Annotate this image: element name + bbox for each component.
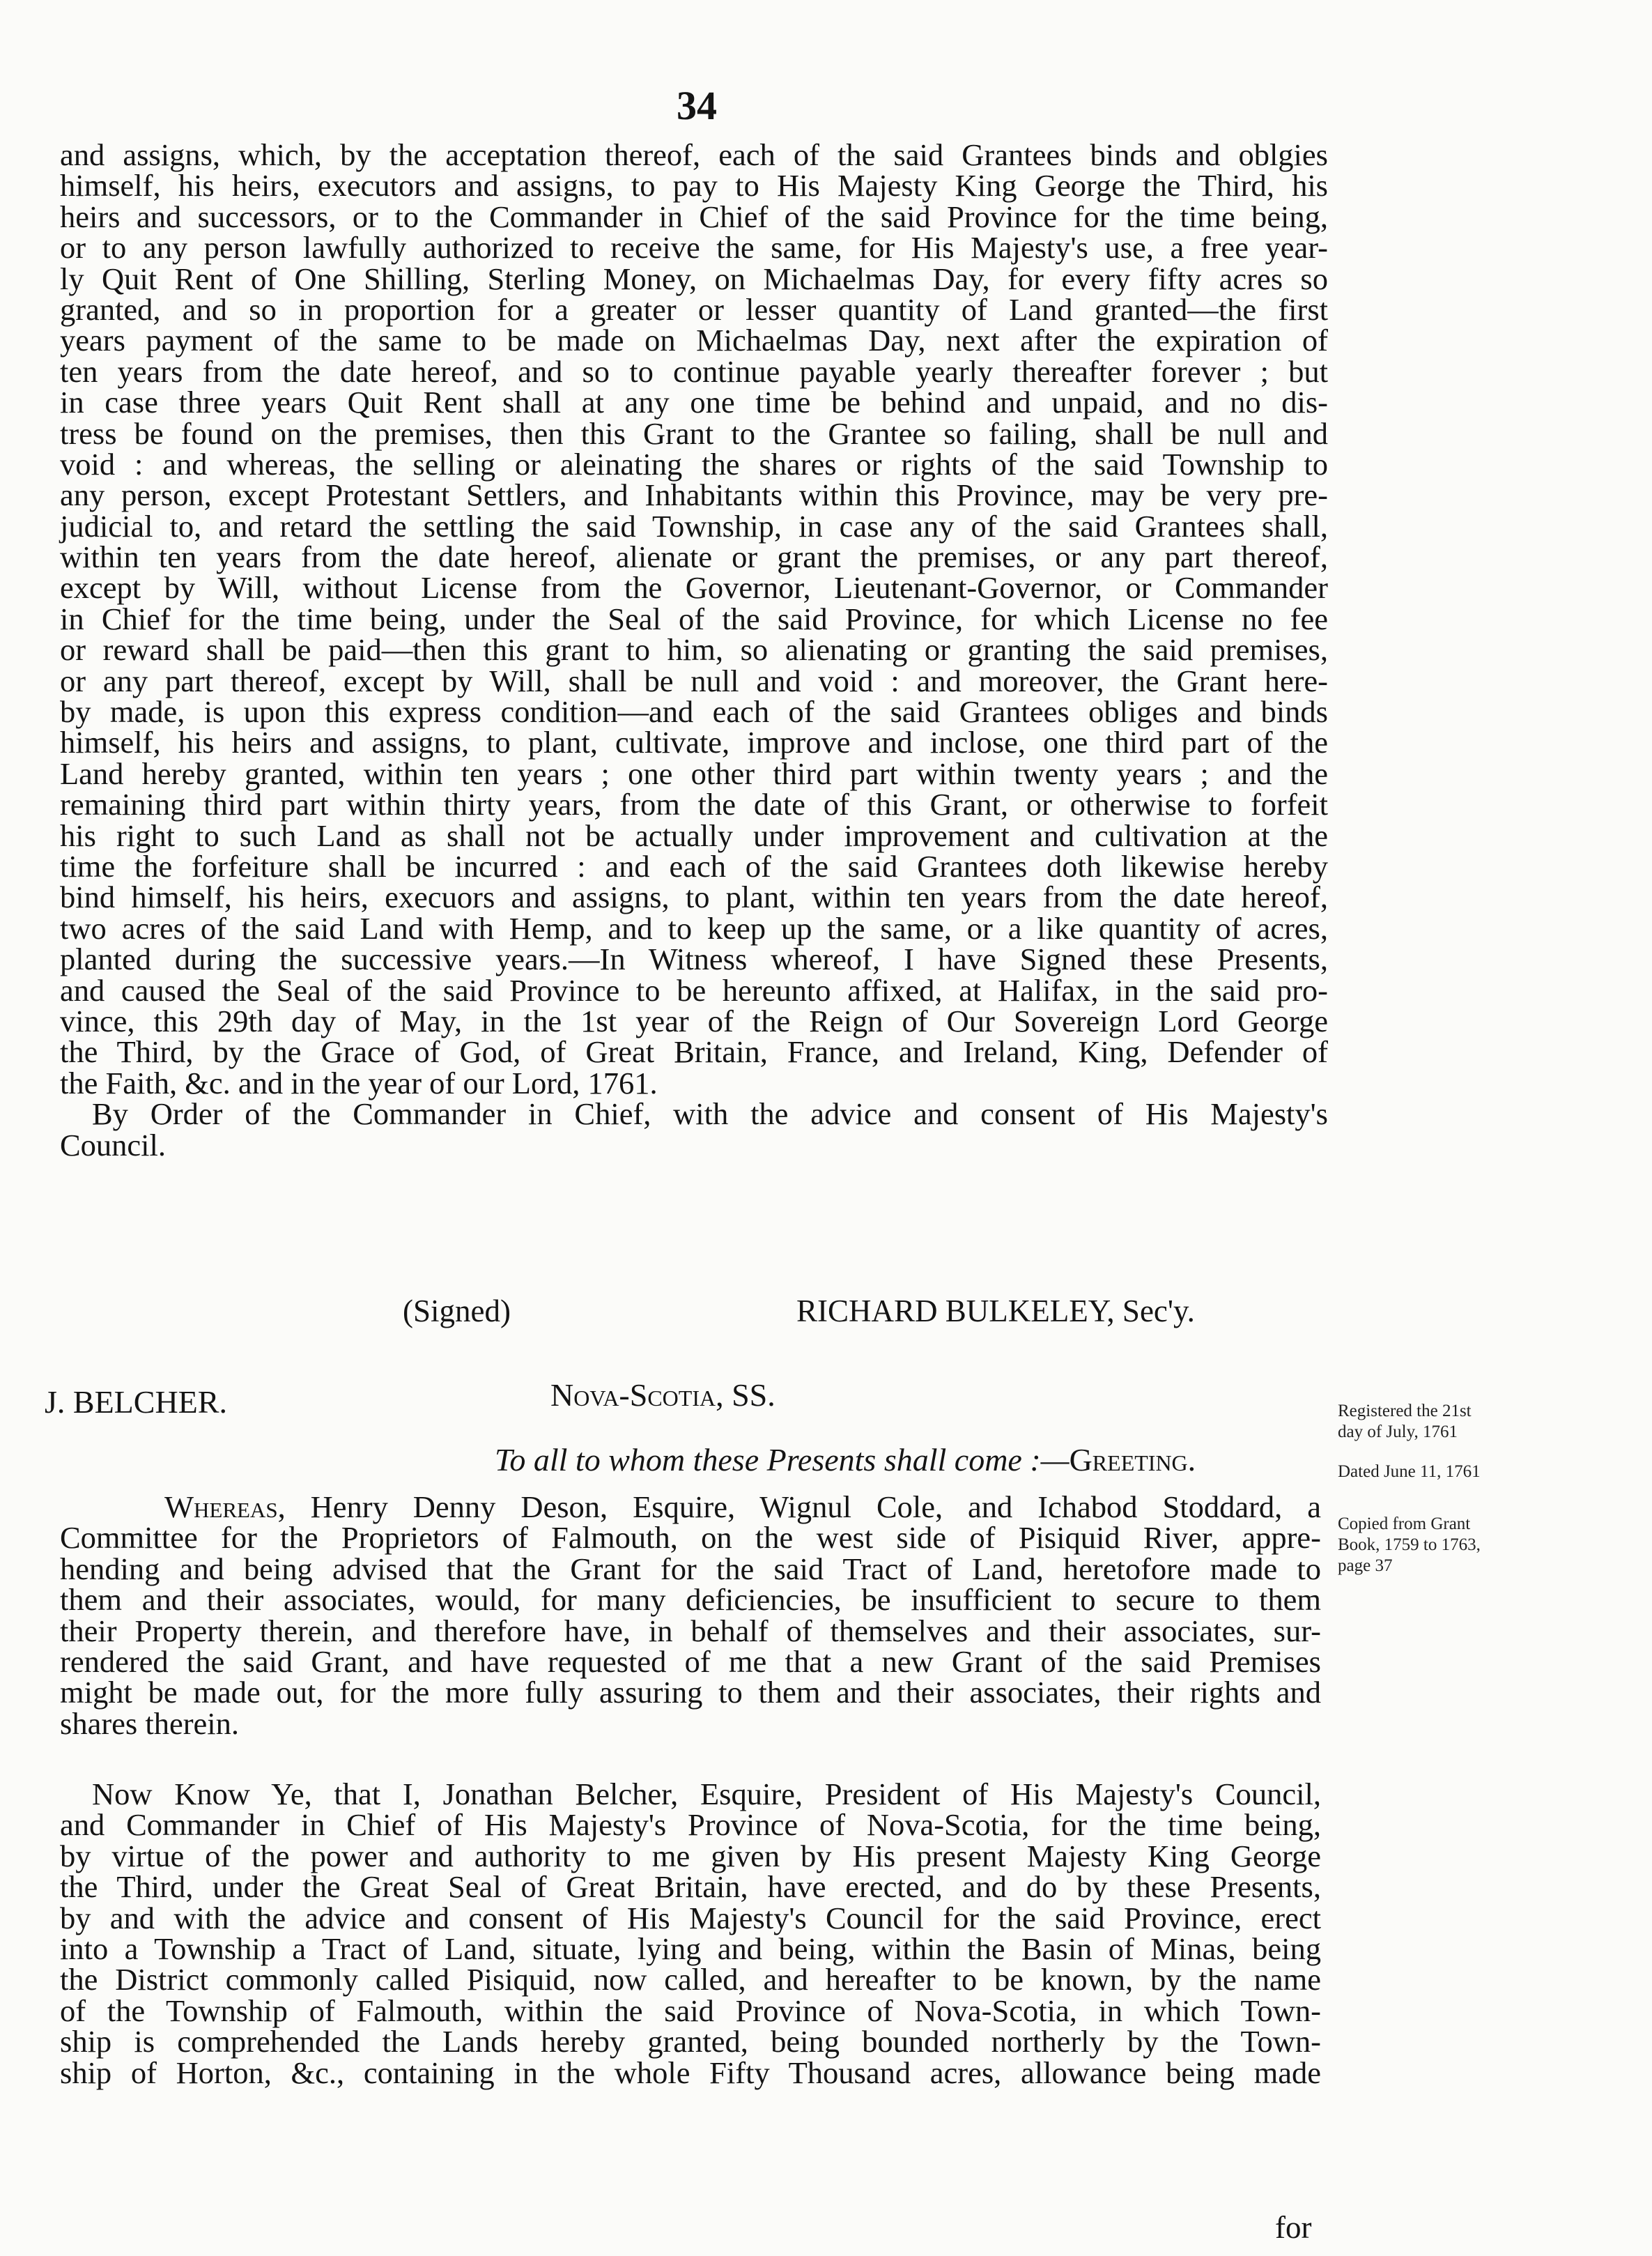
now-know-ye-paragraph: [60, 1779, 1321, 2088]
text-line: hending and being advised that the Grant for the said Tract of Land, heretofore made to: [60, 1551, 1321, 1586]
text-line: or to any person lawfully authorized to receive the same, for His Majesty's use, a free year-: [60, 230, 1328, 266]
text-line: judicial to, and retard the settling the said Township, in case any of the said Grantees shall,: [60, 508, 1328, 544]
whereas-paragraph: [60, 1491, 1321, 1739]
order-line: Council.: [60, 1127, 167, 1162]
text-line: Now Know Ye, that I, Jonathan Belcher, Esquire, President of His Majesty's Council,: [92, 1777, 1321, 1811]
text-line: and Commander in Chief of His Majesty's Province of Nova-Scotia, for the time being,: [60, 1807, 1321, 1843]
text-line: within ten years from the date hereof, alienate or grant the premises, or any part thereof,: [60, 539, 1328, 575]
note-line: Registered the 21st: [1338, 1402, 1472, 1420]
text-line: himself, his heirs and assigns, to plant, cultivate, improve and inclose, one third part of the: [60, 725, 1328, 760]
greeting-word: Greeting.: [1069, 1442, 1196, 1478]
grant-conditions-paragraph: [60, 139, 1328, 1160]
registered-note: [1338, 1401, 1568, 1443]
greeting-lead: To all to whom these Presents shall come :—: [495, 1442, 1070, 1478]
note-line: Book, 1759 to 1763,: [1338, 1535, 1481, 1554]
text-line: in case three years Quit Rent shall at any one time be behind and unpaid, and no dis-: [60, 385, 1328, 420]
text-line: ship of Horton, &c., containing in the whole Fifty Thousand acres, allowance being made: [60, 2055, 1321, 2090]
note-line: Copied from Grant: [1338, 1514, 1471, 1533]
text-line: granted, and so in proportion for a greater or lesser quantity of Land granted—the first: [60, 291, 1328, 327]
text-line: bind himself, his heirs, execuors and assigns, to plant, within ten years from the date hereof,: [60, 880, 1328, 915]
text-line: Land hereby granted, within ten years ; one other third part within twenty years ; and the: [60, 755, 1328, 791]
text-line: tress be found on the premises, then this Grant to the Grantee so failing, shall be null and: [60, 415, 1328, 451]
text-line: of the Township of Falmouth, within the said Province of Nova-Scotia, in which Town-: [60, 1993, 1321, 2028]
text-line: shares therein.: [60, 1705, 240, 1741]
text-line: years payment of the same to be made on Michaelmas Day, next after the expiration of: [60, 323, 1328, 358]
text-line: might be made out, for the more fully assuring to them and their associates, their rights and: [60, 1675, 1321, 1710]
text-line: ten years from the date hereof, and so to continue payable yearly thereafter forever ; but: [60, 353, 1328, 389]
text-line: remaining third part within thirty years, from the date of this Grant, or otherwise to forfeit: [60, 787, 1328, 822]
note-line: page 37: [1338, 1556, 1393, 1575]
text-line: time the forfeiture shall be incurred : and each of the said Grantees doth likewise hereby: [60, 848, 1328, 884]
text-line: planted during the successive years.—In Witness whereof, I have Signed these Presents,: [60, 942, 1328, 977]
text-line: them and their associates, would, for many deficiencies, be insufficient to secure to them: [60, 1582, 1321, 1618]
text-line: and assigns, which, by the acceptation thereof, each of the said Grantees binds and oblgies: [60, 137, 1328, 172]
text-line: their Property therein, and therefore have, in behalf of themselves and their associates, sur-: [60, 1613, 1321, 1648]
text-line: by made, is upon this express condition—and each of the said Grantees obliges and binds: [60, 694, 1328, 730]
text-line: heirs and successors, or to the Commander in Chief of the said Province for the time being,: [60, 199, 1328, 234]
greeting-line: [495, 1441, 1196, 1478]
page-number: 34: [677, 83, 717, 128]
text-line: the District commonly called Pisiquid, now called, and hereafter to be known, by the name: [60, 1962, 1321, 1997]
text-line: or reward shall be paid—then this grant to him, so alienating or granting the said premises,: [60, 632, 1328, 668]
text-line: two acres of the said Land with Hemp, and to keep up the same, or a like quantity of acres,: [60, 910, 1328, 946]
text-line: by virtue of the power and authority to me given by His present Majesty King George: [60, 1838, 1321, 1873]
text-line: his right to such Land as shall not be actually under improvement and cultivation at the: [60, 818, 1328, 853]
text-line: ly Quit Rent of One Shilling, Sterling Money, on Michaelmas Day, for every fifty acres so: [60, 261, 1328, 296]
signed-label: (Signed): [403, 1294, 511, 1328]
text-line: any person, except Protestant Settlers, and Inhabitants within this Province, may be very pre-: [60, 477, 1328, 513]
order-line: By Order of the Commander in Chief, with the advice and consent of His Majesty's: [92, 1096, 1328, 1132]
whereas-rest: Henry Denny Deson, Esquire, Wignul Cole, and Ichabod Stoddard, a: [285, 1489, 1321, 1524]
text-line: [60, 1491, 1321, 1522]
text-line: the Faith, &c. and in the year of our Lord, 1761.: [60, 1065, 658, 1100]
location-heading: Nova-Scotia, SS.: [550, 1377, 775, 1413]
text-line: vince, this 29th day of May, in the 1st year of the Reign of Our Sovereign Lord George: [60, 1003, 1328, 1038]
whereas-lead: Whereas,: [164, 1489, 286, 1524]
text-line: or any part thereof, except by Will, shall be null and void : and moreover, the Grant here-: [60, 663, 1328, 698]
text-line: except by Will, without License from the Governor, Lieutenant-Governor, or Commander: [60, 570, 1328, 606]
note-line: day of July, 1761: [1338, 1422, 1458, 1441]
text-line: the Third, under the Great Seal of Great Britain, have erected, and do by these Presents,: [60, 1869, 1321, 1905]
text-line: the Third, by the Grace of God, of Great Britain, France, and Ireland, King, Defender of: [60, 1034, 1328, 1070]
dated-note: Dated June 11, 1761: [1338, 1462, 1481, 1481]
text-line: ship is comprehended the Lands hereby granted, being bounded northerly by the Town-: [60, 2024, 1321, 2059]
catchword: for: [1275, 2210, 1312, 2245]
text-line: and caused the Seal of the said Province to be hereunto affixed, at Halifax, in the said pro-: [60, 972, 1328, 1008]
text-line: by and with the advice and consent of His Majesty's Council for the said Province, erect: [60, 1900, 1321, 1935]
text-line: himself, his heirs, executors and assigns, to pay to His Majesty King George the Third, his: [60, 168, 1328, 204]
signatory-name: RICHARD BULKELEY, Sec'y.: [796, 1294, 1195, 1328]
text-line: Committee for the Proprietors of Falmouth, on the west side of Pisiquid River, appre-: [60, 1520, 1321, 1556]
grantor-name: J. BELCHER.: [45, 1384, 227, 1420]
text-line: rendered the said Grant, and have requested of me that a new Grant of the said Premises: [60, 1643, 1321, 1679]
text-line: in Chief for the time being, under the Seal of the said Province, for which License no fee: [60, 601, 1328, 636]
text-line: into a Township a Tract of Land, situate, lying and being, within the Basin of Minas, being: [60, 1931, 1321, 1966]
text-line: void : and whereas, the selling or aleinating the shares or rights of the said Township to: [60, 446, 1328, 482]
copied-note: [1338, 1514, 1568, 1576]
